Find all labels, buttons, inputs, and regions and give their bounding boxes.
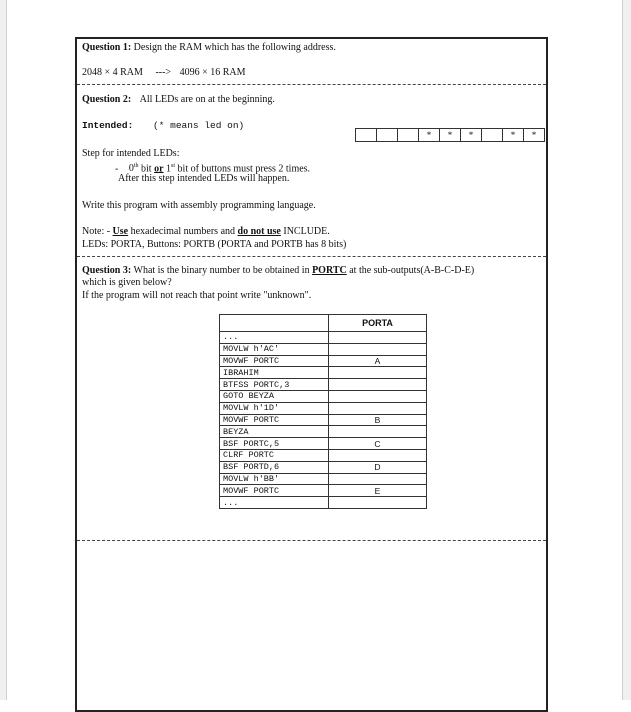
- table-row: [220, 497, 427, 509]
- led-box: *: [460, 128, 482, 142]
- divider-1: [77, 84, 546, 85]
- code-cell: CLRF PORTC: [220, 449, 329, 461]
- table-row: [220, 402, 427, 414]
- note-end: INCLUDE.: [283, 226, 330, 237]
- code-cell: ...: [220, 497, 329, 509]
- ram-to: 4096 × 16 RAM: [179, 67, 246, 78]
- table-row: [220, 367, 427, 379]
- table-row: [220, 438, 427, 450]
- question-3-label: Question 3:: [82, 265, 132, 276]
- question-3-text-pre: What is the binary number to be obtained in: [133, 265, 310, 276]
- table-row: [220, 332, 427, 344]
- code-cell: MOVLW h'1D': [220, 402, 329, 414]
- label-cell: [329, 473, 427, 485]
- led-box: [397, 128, 419, 142]
- intended-note: (* means led on): [153, 120, 245, 131]
- label-cell: C: [329, 438, 427, 450]
- code-cell: BEYZA: [220, 426, 329, 438]
- code-cell: ...: [220, 332, 329, 344]
- label-cell: [329, 332, 427, 344]
- step-line-2: After this step intended LEDs will happen.: [118, 173, 290, 184]
- question-3-heading: [82, 265, 474, 277]
- table-row: [220, 449, 427, 461]
- led-box: *: [502, 128, 524, 142]
- question-1-heading: [82, 42, 336, 54]
- code-cell: MOVWF PORTC: [220, 485, 329, 497]
- leds-buttons-line: LEDs: PORTA, Buttons: PORTB (PORTA and PORTB has 8 bits): [82, 239, 347, 250]
- step-sup-st: st: [171, 163, 176, 169]
- table-row: [220, 414, 427, 426]
- question-3-line-2: which is given below?: [82, 277, 172, 288]
- table-row: [220, 485, 427, 497]
- ram-from: 2048 × 4 RAM: [82, 67, 143, 78]
- intended-line: [82, 120, 244, 132]
- code-cell: BSF PORTC,5: [220, 438, 329, 450]
- step-sup-th: th: [133, 163, 139, 169]
- label-cell: E: [329, 485, 427, 497]
- right-margin-strip: [622, 0, 631, 700]
- step-or: or: [154, 163, 164, 175]
- led-box: *: [439, 128, 461, 142]
- question-1-text: Design the RAM which has the following address.: [133, 42, 336, 53]
- intended-label: Intended:: [82, 120, 134, 131]
- table-row: [220, 426, 427, 438]
- label-cell: [329, 402, 427, 414]
- note-pre: Note: -: [82, 226, 111, 237]
- led-box: *: [523, 128, 545, 142]
- ram-conversion: [82, 67, 246, 79]
- table-row: [220, 343, 427, 355]
- code-cell: MOVWF PORTC: [220, 355, 329, 367]
- label-cell: D: [329, 461, 427, 473]
- label-cell: [329, 497, 427, 509]
- label-cell: [329, 449, 427, 461]
- note-line: [82, 226, 330, 238]
- code-cell: GOTO BEYZA: [220, 390, 329, 402]
- label-cell: B: [329, 414, 427, 426]
- step-mid: bit: [141, 163, 152, 175]
- question-3-text-post: at the sub-outputs(A-B-C-D-E): [349, 265, 475, 276]
- divider-2: [77, 256, 546, 257]
- led-box: [355, 128, 377, 142]
- label-cell: [329, 367, 427, 379]
- step-num: 1: [166, 163, 172, 175]
- table-row: [220, 379, 427, 391]
- table-row: [220, 461, 427, 473]
- label-cell: [329, 379, 427, 391]
- left-margin-strip: [0, 0, 7, 700]
- led-box: *: [418, 128, 440, 142]
- table-row: [220, 355, 427, 367]
- code-cell: BTFSS PORTC,3: [220, 379, 329, 391]
- code-table: [219, 314, 427, 509]
- question-2-heading: [82, 94, 275, 106]
- question-1-label: Question 1:: [82, 42, 132, 53]
- question-2-label: Question 2:: [82, 94, 132, 105]
- write-instruction: Write this program with assembly programming language.: [82, 200, 316, 211]
- note-mid: hexadecimal numbers and: [130, 226, 236, 237]
- label-cell: A: [329, 355, 427, 367]
- table-row: [220, 473, 427, 485]
- note-do-not-use: do not use: [237, 226, 281, 237]
- led-box: [481, 128, 503, 142]
- led-box: [376, 128, 398, 142]
- led-row: [356, 128, 545, 142]
- table-row: [220, 390, 427, 402]
- header-porta: PORTA: [329, 315, 427, 332]
- code-cell: BSF PORTD,6: [220, 461, 329, 473]
- label-cell: [329, 390, 427, 402]
- step-bullet: -: [115, 163, 119, 175]
- code-cell: IBRAHIM: [220, 367, 329, 379]
- step-post: bit of buttons must press 2 times.: [177, 163, 311, 175]
- label-cell: [329, 343, 427, 355]
- label-cell: [329, 426, 427, 438]
- step-pre: 0: [128, 163, 134, 175]
- step-title: Step for intended LEDs:: [82, 148, 180, 159]
- ram-arrow: --->: [155, 67, 172, 78]
- code-cell: MOVWF PORTC: [220, 414, 329, 426]
- note-use: Use: [112, 226, 129, 237]
- code-cell: MOVLW h'AC': [220, 343, 329, 355]
- question-2-text: All LEDs are on at the beginning.: [139, 94, 275, 105]
- table-header-row: [220, 315, 427, 332]
- header-blank: [220, 315, 329, 332]
- code-cell: MOVLW h'BB': [220, 473, 329, 485]
- divider-3: [77, 540, 546, 541]
- question-3-portc: PORTC: [312, 265, 347, 276]
- question-3-line-3: If the program will not reach that point write "unknown".: [82, 290, 312, 301]
